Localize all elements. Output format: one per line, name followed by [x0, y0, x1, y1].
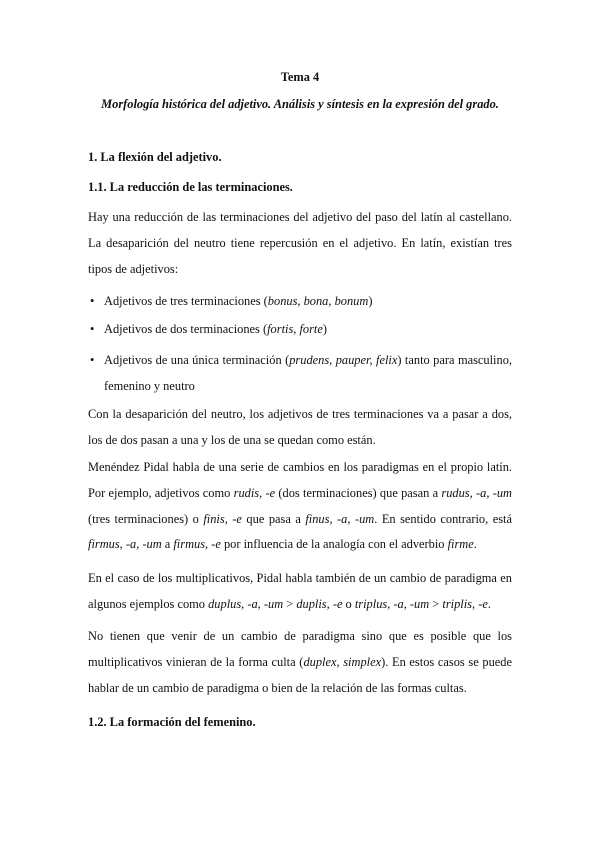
- document-subtitle: Morfología histórica del adjetivo. Análisis y síntesis en la expresión del grado.: [101, 97, 499, 111]
- text-run: >: [429, 596, 443, 611]
- text-run: a: [161, 537, 174, 552]
- italic-term: firme: [447, 537, 474, 552]
- text-run: por influencia de la analogía con el adverbio: [220, 537, 448, 552]
- text-run: que pasa a: [241, 511, 306, 526]
- italic-term: triplis, -e: [442, 596, 488, 611]
- bullet-text: Adjetivos de dos terminaciones (: [104, 322, 268, 336]
- italic-term: duplis, -e: [296, 596, 343, 611]
- bullet-after: ): [368, 294, 373, 308]
- text-run: Menéndez Pidal habla de una serie de cambios en los paradigmas en el propio latín. Por ejemplo, adjetivos como: [88, 460, 512, 500]
- bullet-text: Adjetivos de una única terminación (: [104, 353, 290, 367]
- bullet-text: Adjetivos de tres terminaciones (: [104, 294, 268, 308]
- italic-term: duplus, -a, -um: [208, 596, 284, 611]
- text-run: .: [473, 537, 477, 552]
- bullet-after: ): [322, 322, 328, 336]
- italic-term: duplex, simplex: [303, 654, 382, 669]
- paragraph-multiplicativos: [88, 566, 512, 618]
- section-1-2-heading: 1.2. La formación del femenino.: [88, 715, 256, 729]
- section-1-1-heading: 1.1. La reducción de las terminaciones.: [88, 180, 293, 194]
- text-run: (tres terminaciones) o: [88, 511, 204, 526]
- tema-title: Tema 4: [280, 70, 320, 84]
- text-run: (dos terminaciones) que pasan a: [275, 485, 442, 500]
- italic-term: firmus, -e: [173, 537, 221, 552]
- text-run: No tienen que venir de un cambio de paradigma sino que es posible que los multiplicativos vinieran de la forma culta (: [88, 629, 512, 669]
- bullet-examples: prudens, pauper, felix: [289, 353, 398, 367]
- italic-term: rudis, -e: [233, 485, 276, 500]
- text-run: . En sentido contrario, está: [374, 511, 512, 526]
- text-run: o: [342, 596, 355, 611]
- italic-term: triplus, -a, -um: [354, 596, 430, 611]
- paragraph-neutro: Con la desaparición del neutro, los adjetivos de tres terminaciones va a pasar a dos, los de dos pasan a una y los de una se quedan como están.: [88, 407, 512, 447]
- bullet-icon: •: [90, 294, 95, 308]
- text-run: >: [283, 596, 297, 611]
- list-item: [88, 317, 512, 343]
- bullet-examples: fortis, forte: [267, 322, 323, 336]
- italic-term: finus, -a, -um: [305, 511, 375, 526]
- text-run: En el caso de los multiplicativos, Pidal habla también de un cambio de paradigma en algunos ejemplos como: [88, 571, 512, 611]
- bullet-examples: bonus, bona, bonum: [267, 294, 369, 308]
- bullet-after: ) tanto para masculino, femenino y neutro: [104, 353, 512, 393]
- section-1-heading: 1. La flexión del adjetivo.: [88, 150, 222, 164]
- list-item: [88, 289, 512, 315]
- paragraph-intro: Hay una reducción de las terminaciones del adjetivo del paso del latín al castellano. La desaparición del neutro tiene repercusión en el adjetivo. En latín, existían tres tipos de adjetivos:: [88, 210, 512, 276]
- paragraph-formas-cultas: [88, 624, 512, 701]
- bullet-icon: •: [90, 322, 95, 336]
- paragraph-pidal: [88, 455, 512, 558]
- text-run: .: [487, 596, 491, 611]
- italic-term: rudus, -a, -um: [441, 485, 512, 500]
- bullet-icon: •: [90, 353, 95, 367]
- text-run: ). En estos casos se puede hablar de un cambio de paradigma o bien de la relación de las formas cultas.: [88, 654, 512, 695]
- italic-term: finis, -e: [203, 511, 242, 526]
- italic-term: firmus, -a, -um: [88, 537, 162, 552]
- list-item: [88, 348, 512, 400]
